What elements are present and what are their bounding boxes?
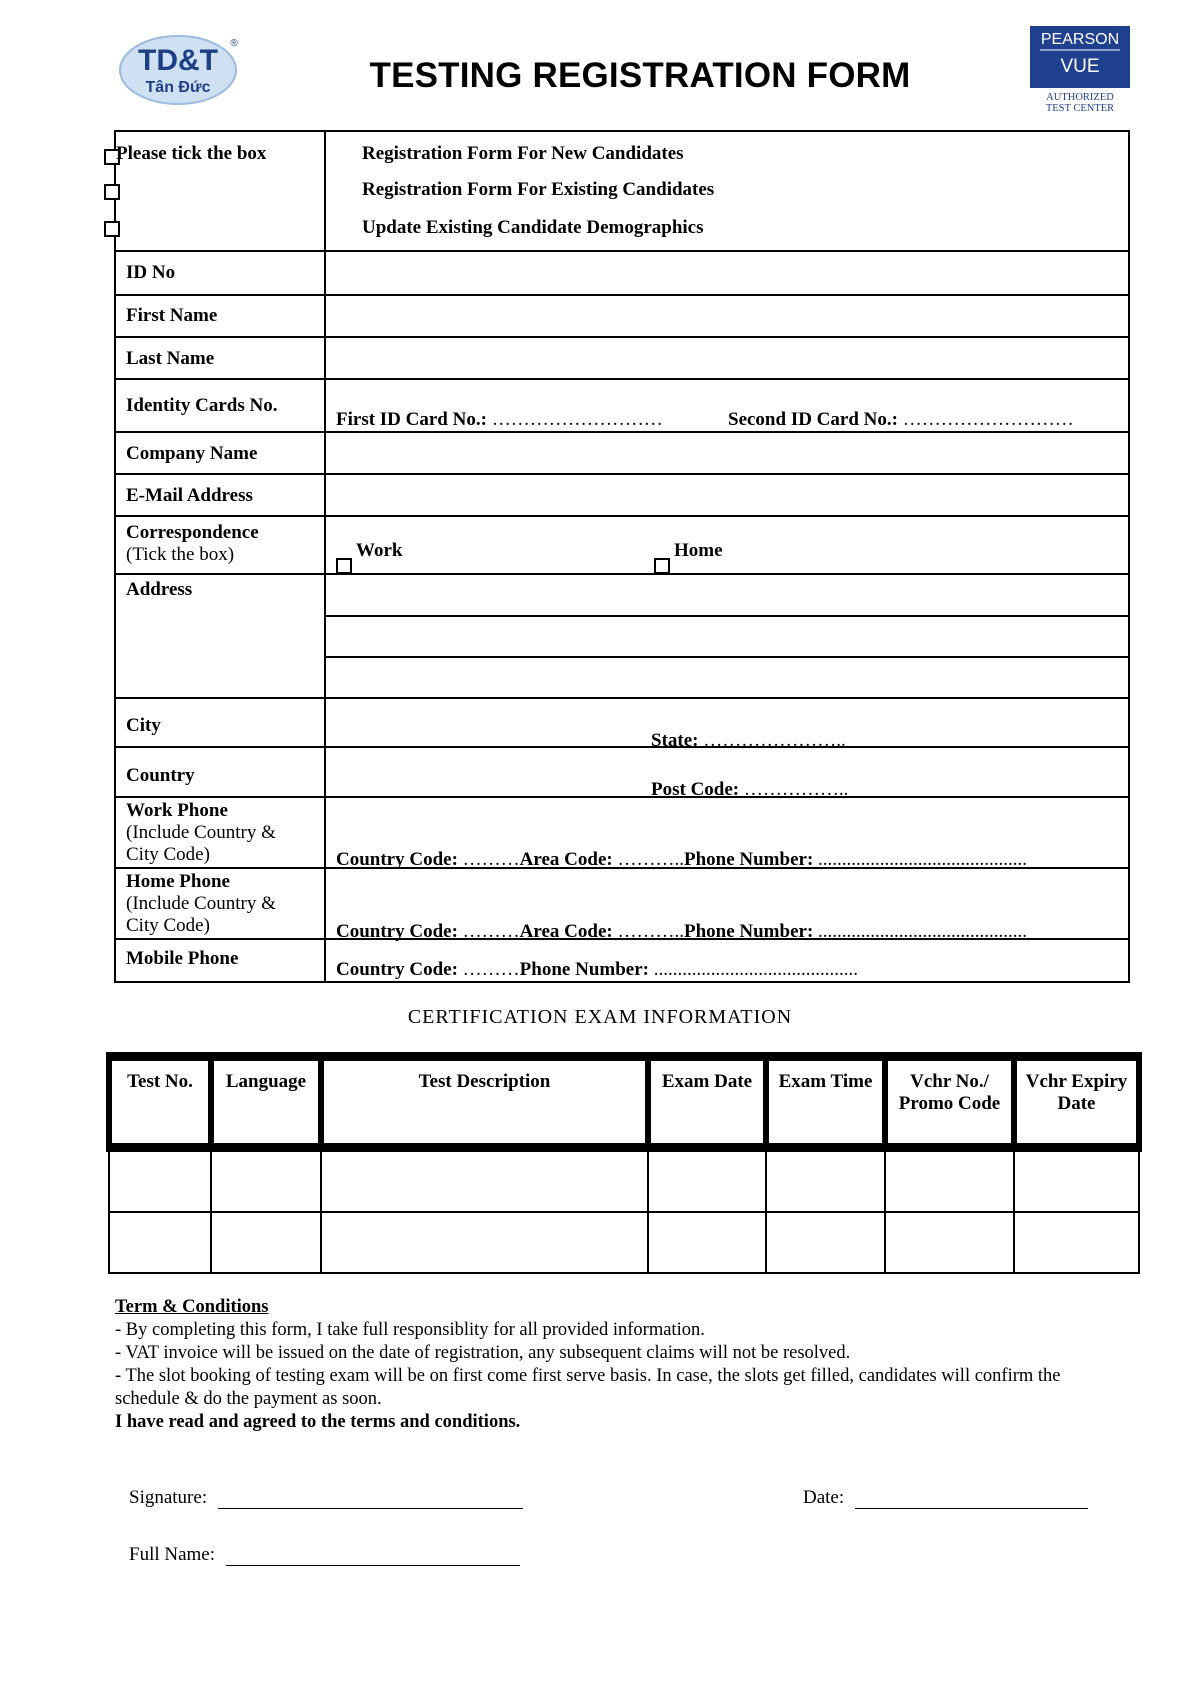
table-cell[interactable]	[321, 1212, 648, 1273]
state-dots: …………………..	[703, 730, 846, 751]
date-line[interactable]	[855, 1508, 1088, 1509]
country-label: Country	[126, 765, 195, 786]
table-cell[interactable]	[885, 1148, 1014, 1213]
home-country-code-label: Country Code:	[336, 921, 458, 942]
correspondence-label	[126, 522, 259, 566]
work-country-code-label: Country Code:	[336, 849, 458, 870]
table-cell[interactable]	[648, 1212, 766, 1273]
state-label: State:	[651, 730, 699, 751]
address-line-2[interactable]	[328, 617, 1126, 655]
terms-title: Term & Conditions	[115, 1297, 269, 1317]
logo-right-tag2: TEST CENTER	[1045, 103, 1115, 112]
state-field[interactable]	[651, 730, 846, 752]
table-cell[interactable]	[885, 1212, 1014, 1273]
mobile-country-code-dots: ………	[462, 959, 520, 980]
home-phone-title: Home Phone	[126, 871, 230, 892]
logo-right-brand: PEARSON	[1040, 31, 1120, 48]
terms-agreement: I have read and agreed to the terms and conditions.	[115, 1412, 521, 1432]
exam-table	[106, 1052, 1136, 1274]
mobile-phone-label: Mobile Phone	[126, 948, 239, 969]
home-phone-note-1: (Include Country &	[126, 893, 276, 914]
table-cell[interactable]	[1014, 1212, 1139, 1273]
pearson-vue-logo	[1030, 26, 1130, 112]
terms-item-1: - By completing this form, I take full responsiblity for all provided information.	[115, 1320, 705, 1340]
tick-label: Please tick the box	[116, 143, 267, 164]
tdt-logo	[116, 26, 244, 112]
col-exam-time: Exam Time	[766, 1057, 885, 1148]
home-phone-label	[126, 871, 276, 937]
work-phone-title: Work Phone	[126, 800, 228, 821]
home-phone-note-2: City Code)	[126, 915, 210, 936]
work-area-code-label: Area Code:	[519, 849, 613, 870]
logo-left-text-bottom: Tân Đức	[145, 79, 211, 96]
second-id-dots: ………………………	[902, 409, 1074, 430]
first-id-card[interactable]	[336, 409, 663, 431]
col-language: Language	[211, 1057, 321, 1148]
option-update-demographics: Update Existing Candidate Demographics	[362, 217, 704, 238]
table-cell[interactable]	[648, 1148, 766, 1213]
post-code-label: Post Code:	[651, 779, 740, 800]
work-phone-number-label: Phone Number:	[683, 849, 814, 870]
terms-item-3: - The slot booking of testing exam will be on first come first serve basis. In case, the slots get filled, candidates will confirm the schedule & do the payment as soon.	[115, 1366, 1061, 1409]
date-label: Date:	[803, 1487, 845, 1508]
company-name-label: Company Name	[126, 443, 258, 464]
work-phone-note-1: (Include Country &	[126, 822, 276, 843]
post-code-dots: ……………..	[743, 779, 849, 800]
checkbox-existing-candidates[interactable]	[104, 184, 120, 200]
table-row	[109, 1148, 1139, 1213]
registration-form	[114, 130, 1130, 983]
mobile-phone-number-label: Phone Number:	[519, 959, 649, 980]
table-cell[interactable]	[211, 1148, 321, 1213]
work-phone-number-dots: ............................................	[818, 849, 1028, 870]
city-label: City	[126, 715, 161, 736]
home-country-code-dots: ………	[462, 921, 520, 942]
table-cell[interactable]	[1014, 1148, 1139, 1213]
home-phone-number-label: Phone Number:	[683, 921, 814, 942]
checkbox-work[interactable]	[336, 558, 352, 574]
first-id-dots: ………………………	[491, 409, 663, 430]
second-id-card[interactable]	[728, 409, 1074, 431]
col-voucher-expiry: Vchr Expiry Date	[1014, 1057, 1139, 1148]
first-name-label: First Name	[126, 305, 218, 326]
logo-left-mark: ®	[230, 38, 238, 49]
signature-label: Signature:	[129, 1487, 208, 1508]
exam-section-heading: CERTIFICATION EXAM INFORMATION	[407, 1006, 793, 1028]
correspondence-title: Correspondence	[126, 522, 259, 543]
document-title: TESTING REGISTRATION FORM	[369, 56, 911, 95]
checkbox-update-demographics[interactable]	[104, 221, 120, 237]
address-line-1[interactable]	[328, 575, 1126, 613]
email-field[interactable]	[328, 475, 1126, 515]
table-cell[interactable]	[109, 1148, 211, 1213]
second-id-label: Second ID Card No.:	[728, 409, 898, 430]
home-area-code-label: Area Code:	[519, 921, 613, 942]
work-area-code-dots: ………..	[617, 849, 684, 870]
checkbox-home[interactable]	[654, 558, 670, 574]
table-cell[interactable]	[766, 1148, 885, 1213]
work-option-label: Work	[356, 540, 403, 561]
address-label: Address	[126, 579, 193, 600]
home-phone-number-dots: ............................................	[818, 921, 1028, 942]
home-area-code-dots: ………..	[617, 921, 684, 942]
col-exam-date: Exam Date	[648, 1057, 766, 1148]
id-no-label: ID No	[126, 262, 176, 283]
table-cell[interactable]	[211, 1212, 321, 1273]
table-cell[interactable]	[321, 1148, 648, 1213]
mobile-phone-number-dots: ...........................................	[653, 959, 858, 980]
option-new-candidates: Registration Form For New Candidates	[362, 143, 684, 164]
work-phone-label	[126, 800, 276, 866]
signature-line[interactable]	[218, 1508, 523, 1509]
first-id-label: First ID Card No.:	[336, 409, 487, 430]
address-line-3[interactable]	[328, 658, 1126, 696]
home-option-label: Home	[674, 540, 723, 561]
logo-right-sub: VUE	[1060, 56, 1100, 77]
full-name-line[interactable]	[226, 1565, 520, 1566]
identity-cards-label: Identity Cards No.	[126, 395, 278, 416]
tick-the-box-note: (Tick the box)	[126, 544, 235, 565]
mobile-country-code-label: Country Code:	[336, 959, 458, 980]
company-name-field[interactable]	[328, 433, 1126, 473]
terms-item-2: - VAT invoice will be issued on the date of registration, any subsequent claims will not be resolved.	[115, 1343, 851, 1363]
col-test-no: Test No.	[109, 1057, 211, 1148]
first-name-field[interactable]	[328, 296, 1126, 336]
full-name-label: Full Name:	[129, 1544, 216, 1565]
logo-left-text-top: TD&T	[138, 44, 218, 77]
last-name-field[interactable]	[328, 338, 1126, 378]
table-row	[109, 1212, 1139, 1273]
mobile-phone-field[interactable]	[336, 959, 858, 981]
exam-table-header	[109, 1057, 1139, 1148]
id-no-field[interactable]	[328, 252, 1126, 292]
table-cell[interactable]	[109, 1212, 211, 1273]
col-test-description: Test Description	[321, 1057, 648, 1148]
col-voucher-promo: Vchr No./ Promo Code	[885, 1057, 1014, 1148]
last-name-label: Last Name	[126, 348, 215, 369]
email-label: E-Mail Address	[126, 485, 253, 506]
table-cell[interactable]	[766, 1212, 885, 1273]
terms-section	[115, 1296, 1075, 1434]
option-existing-candidates: Registration Form For Existing Candidates	[362, 179, 715, 200]
work-phone-note-2: City Code)	[126, 844, 210, 865]
logo-right-tag1: AUTHORIZED	[1046, 92, 1114, 103]
work-country-code-dots: ………	[462, 849, 520, 870]
